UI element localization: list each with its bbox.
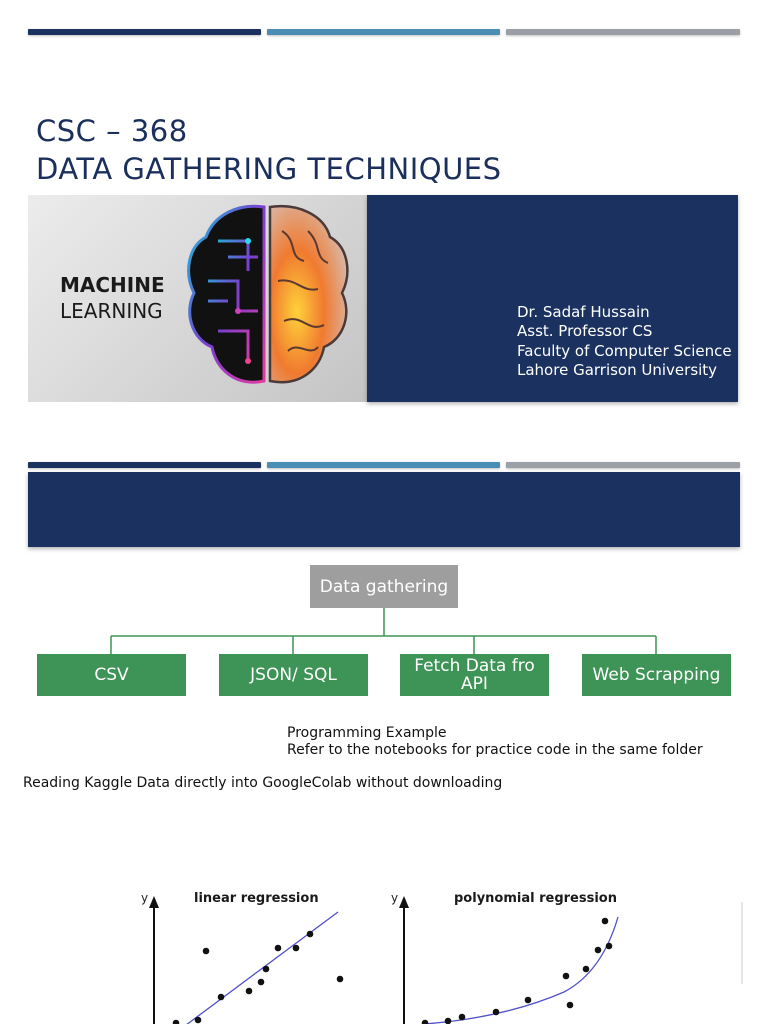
y-axis-label-left: y xyxy=(141,891,149,905)
diagram-box-csv: CSV xyxy=(37,654,186,696)
course-name-title: DATA GATHERING TECHNIQUES xyxy=(36,152,502,186)
linear-regression-title: linear regression xyxy=(194,891,319,906)
diagram-box-fetch-api: Fetch Data fro API xyxy=(400,654,549,696)
regression-plots xyxy=(24,882,744,1024)
diagram-box-web-scrapping: Web Scrapping xyxy=(582,654,731,696)
author-university: Lahore Garrison University xyxy=(517,361,718,379)
learning-word: LEARNING xyxy=(60,299,163,323)
regression-plots-image xyxy=(24,882,744,1024)
author-title: Asst. Professor CS xyxy=(517,322,653,340)
diagram-root-box: Data gathering xyxy=(310,565,458,608)
y-axis-label-right: y xyxy=(391,891,399,905)
author-faculty: Faculty of Computer Science xyxy=(517,342,732,360)
diagram-box-json-sql: JSON/ SQL xyxy=(219,654,368,696)
kaggle-text: Reading Kaggle Data directly into GoogleColab without downloading xyxy=(23,775,503,791)
notebook-reference-text: Refer to the notebooks for practice code in the same folder xyxy=(287,742,703,758)
machine-word: MACHINE xyxy=(60,273,165,297)
programming-example-text: Programming Example xyxy=(287,725,447,741)
author-name: Dr. Sadaf Hussain xyxy=(517,303,650,321)
course-code-title: CSC – 368 xyxy=(36,114,188,148)
polynomial-regression-title: polynomial regression xyxy=(454,891,617,906)
